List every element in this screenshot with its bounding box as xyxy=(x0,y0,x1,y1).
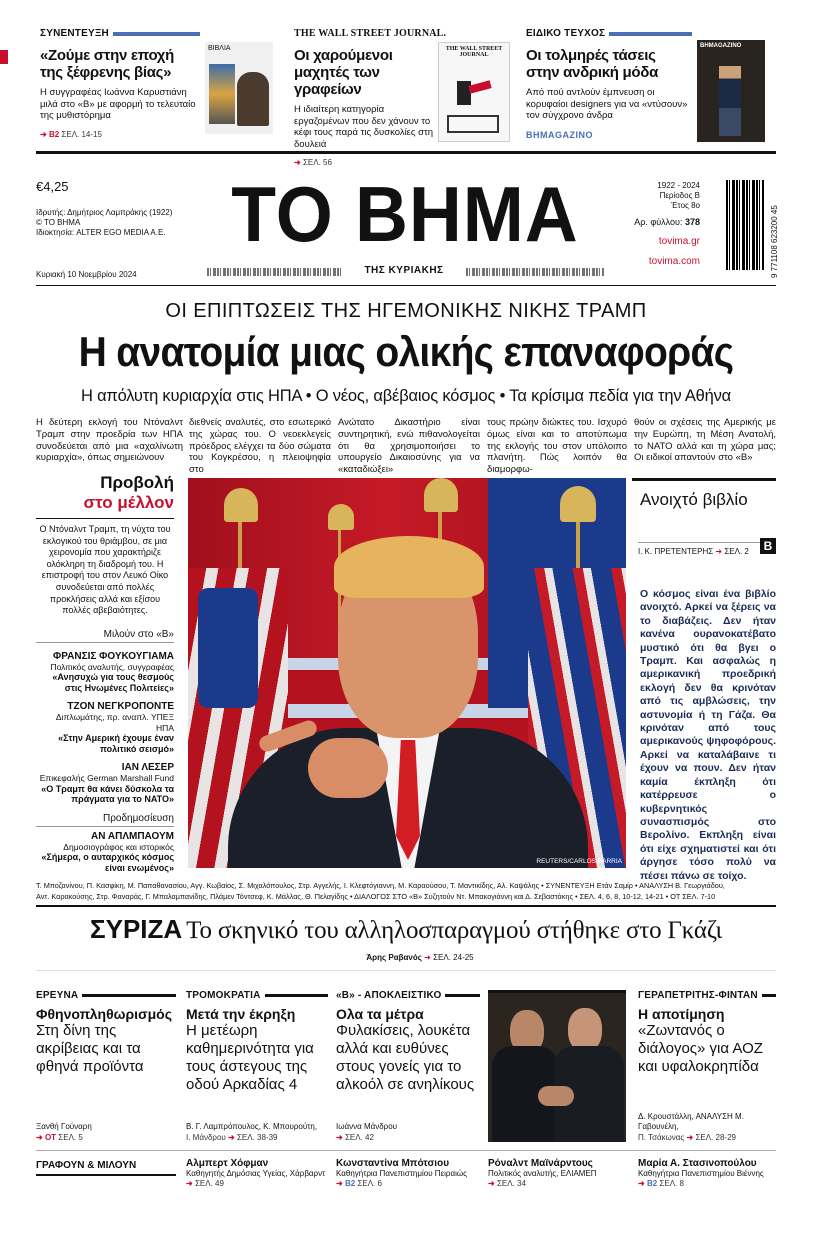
books-thumbnail: ΒΙΒΛΙΑ xyxy=(205,42,273,134)
sidebar-heading: Προβολή xyxy=(100,473,174,492)
divider xyxy=(36,905,776,907)
preview-label: Προδημοσίευση xyxy=(36,813,174,827)
divider xyxy=(632,478,776,481)
site-link[interactable]: tovima.gr xyxy=(658,236,700,247)
photo-credit: REUTERS/CARLOS BARRIA xyxy=(536,858,622,865)
speaker[interactable]: ΤΖΟΝ ΝΕΓΚΡΟΠΟΝΤΕ Διπλωμάτης, πρ. αναπλ. ΥΠΕΞ ΗΠΑ «Στην Αμερική έχουμε έναν πολιτικό σεισμό» xyxy=(55,701,174,754)
lead-kicker: ΟΙ ΕΠΙΠΤΩΣΕΙΣ ΤΗΣ ΗΓΕΜΟΝΙΚΗΣ ΝΙΚΗΣ ΤΡΑΜΠ xyxy=(165,300,647,322)
copyright: © ΤΟ ΒΗΜΑ xyxy=(36,218,81,227)
founder: Ιδρυτής: Δημήτριος Λαμπράκης (1922) xyxy=(36,208,173,217)
lead-column: διεθνείς αναλυτές, στο εσωτερικό της χώρας του. Ο νεοεκλεγείς πρόεδρος ελέγχει τα δύο σώματα του Κογκρέσου, η πλειοψηφία στο xyxy=(189,417,331,476)
speaker[interactable]: ΦΡΑΝΣΙΣ ΦΟΥΚΟΥΓΙΑΜΑ Πολιτικός αναλυτής, συγγραφέας «Ανησυχώ για τους θεσμούς στις Ηνωμένες Πολιτείες» xyxy=(50,650,174,693)
contributor[interactable]: Αλμπερτ Χόφμαν Καθηγητής Δημόσιας Υγείας, Χάρβαρντ ➜ ΣΕΛ. 49 xyxy=(186,1158,326,1188)
book-column-title[interactable]: Ανοιχτό βιβλίο xyxy=(640,490,748,509)
diplomats-photo[interactable] xyxy=(488,990,626,1142)
lead-column: Ανώτατο Δικαστήριο είναι συντηρητική, ενώ πιθανολογείται ότι θα χρησιμοποιήσει το υπουργείο Δικαιοσύνης για να «καταδιώξει» xyxy=(338,417,480,476)
teaser-fashion[interactable] xyxy=(526,28,692,140)
fashion-thumbnail: ΒΗΜΑGAZINO xyxy=(697,40,765,142)
story-card[interactable]: «Β» - ΑΠΟΚΛΕΙΣΤΙΚΟ Ολα τα μέτρα Φυλακίσεις, λουκέτα αλλά και ευθύνες στους γονείς για το αλκοόλ σε ανηλίκους Ιωάννα Μάνδρου ➜ ΣΕΛ. 42 xyxy=(336,990,480,1142)
story-card[interactable]: ΕΡΕΥΝΑ Φθηνοπληθωρισμός Στη δίνη της ακρίβειας και τα φθηνά προϊόντα Ξανθή Γούναρη ➜ ΟΤ ΣΕΛ. 5 xyxy=(36,990,176,1142)
corner-mark xyxy=(0,50,8,64)
teaser-title: Οι χαρούμενοι μαχητές των γραφείων xyxy=(294,47,393,98)
divider xyxy=(36,970,776,971)
sidebar-text: Ο Ντόναλντ Τραμπ, τη νύχτα του εκλογικού του θριάμβου, σε μια χειρονομία που χαρακτήριζε ολόκληρη τη διαδρομή του. Η επιστροφή του στον Λευκό Οίκο συνοδεύεται από πολλές προκλήσεις αλλά και εξίσου πολλές αβεβαιότητες. xyxy=(39,524,171,616)
story-card[interactable]: ΓΕΡΑΠΕΤΡΙΤΗΣ-ΦΙΝΤΑΝ Η αποτίμηση «Ζωντανός ο διάλογος» για ΑΟΖ και υφαλοκρηπίδα Δ. Κρουστάλλη, ΑΝΑΛΥΣΗ Μ. Γαβουνέλη, Π. Τσάκωνας ➜ ΣΕΛ. 28-29 xyxy=(638,990,776,1142)
supplement-badge: B xyxy=(760,538,776,554)
site-link-com[interactable]: tovima.com xyxy=(648,256,700,267)
sidebar-heading-red: στο μέλλον xyxy=(83,493,174,512)
edition-info: 1922 - 2024 Περίοδος Β Έτος 8ο Αρ. φύλλου: 378 tovima.gr tovima.com xyxy=(620,181,700,267)
masthead-info xyxy=(36,180,206,238)
wsj-thumbnail: THE WALL STREET JOURNAL xyxy=(438,42,510,142)
decor-strip xyxy=(466,268,604,276)
contributor[interactable]: Ρόναλντ Μαϊνάρντους Πολιτικός αναλυτής, ΕΛΙΑΜΕΠ ➜ ΣΕΛ. 34 xyxy=(488,1158,597,1188)
bylines: Τ. Μποζανίνου, Π. Κασφίκη, Μ. Παπαθανασίου, Αγγ. Κωβαίος, Σ. Μιχαλόπουλος, Στρ. Αγγελής, Ι. Κλεφτόγιαννη, Μ. Καραούσου, Τ. Μαντικίδης, Αλ. Καψάλης • ΣΥΝΕΝΤΕΥΞΗ Ετάν Σαμίρ • ΑΝΑΛΥΣΗ Β. Γεωργιάδου, Αντ. Καρακούσης, Στρ. Φαναράς, Γ. Μπαλαμπανίδης, Πλάμεν Τόντσεφ, Κ. Μάλλας, Θ. Πελαγίδης • ΔΙΑΛΟΓΟΣ ΣΤΟ «Β» Συζητούν Ντ. Μπακογιάννη και Δ. Σεβαστάκης • ΣΕΛ. 4, 6, 8, 10-12, 14-21 • ΟΤ ΣΕΛ. 7-10 xyxy=(36,881,725,901)
magazine-brand: ΒΗΜΑGAZINO xyxy=(526,129,593,140)
lead-column: Η δεύτερη εκλογή του Ντόναλντ Τραμπ στην προεδρία των ΗΠΑ συνοδεύεται από μια «αχαλίνωτη κυριαρχία», όπως σημειώνουν xyxy=(36,417,183,464)
teaser-wsj[interactable] xyxy=(294,28,447,167)
footer-label: ΓΡΑΦΟΥΝ & ΜΙΛΟΥΝ xyxy=(36,1160,176,1176)
divider xyxy=(36,151,776,154)
speaker[interactable]: ΙΑΝ ΛΕΣΕΡ Επικεφαλής German Marshall Fund «Ο Τραμπ θα κάνει δύσκολα τα πράγματα για το ΝΑΤΟ» xyxy=(39,762,174,805)
lead-deck: Η απόλυτη κυριαρχία στις ΗΠΑ • Ο νέος, αβέβαιος κόσμος • Τα κρίσιμα πεδία για την Αθήνα xyxy=(80,387,731,405)
story-card[interactable]: ΤΡΟΜΟΚΡΑΤΙΑ Μετά την έκρηξη Η μετέωρη καθημερινότητα για τους άστεγους της οδού Αρκαδίας 4 Β. Γ. Λαμπρόπουλος, Κ. Μπουρούτη, Ι. Μάνδρου ➜ ΣΕΛ. 38-39 xyxy=(186,990,328,1142)
teaser-title: Οι τολμηρές τάσεις στην ανδρική μόδα xyxy=(526,47,658,81)
divider xyxy=(36,1150,776,1151)
teaser-text: Η ιδιαίτερη κατηγορία εργαζομένων που δεν χάνουν το κέφι τους παρά τις δυσκολίες στη δουλειά xyxy=(294,104,434,150)
price: €4,25 xyxy=(36,179,69,194)
lead-column: τους πρώην διώκτες του. Ισχυρό όμως είναι και το αποτύπωμα της εκλογής του στον υπόλοιπο πλανήτη. Πώς λοιπόν θα διαμορφω- xyxy=(487,417,627,476)
syriza-byline: Άρης Ραβανός ➜ ΣΕΛ. 24-25 xyxy=(366,953,474,962)
lead-column: θούν οι σχέσεις της Αμερικής με την Ευρώπη, τη Μέση Ανατολή, το ΝΑΤΟ αλλά και τη χώρα μας; Οι ειδικοί απαντούν στο «Β» xyxy=(634,417,776,464)
teaser-tag: THE WALL STREET JOURNAL. xyxy=(294,28,447,39)
teaser-tag: ΕΙΔΙΚΟ ΤΕΥΧΟΣ xyxy=(526,28,692,39)
lead-headline[interactable]: Η ανατομία μιας ολικής επαναφοράς xyxy=(78,328,734,375)
book-text: Ο κόσμος είναι ένα βιβλίο ανοιχτό. Αρκεί να ξέρεις να το διαβάζεις. Δεν ήταν κανένα ουρανοκατέβατο μυστικό ότι θα βγει ο Τραμπ. Και ασφαλώς η αμερικανική προεδρική εκλογή δεν θα κρινόταν από τις αμβλώσεις, την αστυνομία ή τη Γάζα. Θα κρινόταν από τους αμερικανούς ψηφοφόρους. Αρκεί να καταλάβαινε τι έχουν να πουν. Δεν ήταν καμία έκπληξη ότι κατέρρευσε ο κυβερνητικός συνασπισμός στο Βερολίνο. Εκπληξη είναι ότι είχε σχηματιστεί και ότι άργησε τόσο πολύ να πέσει πάνω σε τοίχο. xyxy=(640,588,776,882)
speakers-label: Μιλούν στο «Β» xyxy=(36,629,174,643)
divider xyxy=(36,285,776,286)
newspaper-title: ΤΟ ΒΗΜΑ xyxy=(231,170,579,258)
teaser-tag: ΣΥΝΕΝΤΕΥΞΗ xyxy=(40,28,200,39)
photo-caption-sidebar xyxy=(36,473,174,873)
barcode xyxy=(726,180,764,270)
teaser-ref: ➜ B2 ΣΕΛ. 14-15 xyxy=(40,129,102,139)
newspaper-subtitle: ΤΗΣ ΚΥΡΙΑΚΗΣ xyxy=(364,265,444,276)
teaser-ref: ➜ ΣΕΛ. 56 xyxy=(294,158,332,167)
book-author: Ι. Κ. ΠΡΕΤΕΝΤΕΡΗΣ ➜ ΣΕΛ. 2 xyxy=(638,542,776,556)
barcode-number: 9 771108 623200 45 xyxy=(770,205,779,278)
teaser-text: Η συγγραφέας Ιωάννα Καρυστιάνη μιλά στο «Β» με αφορμή το τελευταίο της μυθιστόρημα xyxy=(40,87,196,121)
contributor[interactable]: Κωνσταντίνα Μπότσιου Καθηγήτρια Πανεπιστημίου Πειραιώς ➜ B2 ΣΕΛ. 6 xyxy=(336,1158,467,1188)
syriza-headline[interactable]: ΣΥΡΙΖΑ Το σκηνικό του αλληλοσπαραγμού στήθηκε στο Γκάζι xyxy=(90,914,722,944)
teaser-text: Από πού αντλούν έμπνευση οι κορυφαίοι designers για να «ντύσουν» τον σύγχρονο άνδρα xyxy=(526,87,688,121)
main-photo[interactable] xyxy=(188,478,626,868)
issue-date: Κυριακή 10 Νοεμβρίου 2024 xyxy=(36,270,137,279)
teaser-interview[interactable] xyxy=(40,28,200,139)
teaser-title: «Ζούμε στην εποχή της ξέφρενης βίας» xyxy=(40,47,174,81)
contributor[interactable]: Μαρία Α. Στασινοπούλου Καθηγήτρια Πανεπιστημίου Βιέννης ➜ B2 ΣΕΛ. 8 xyxy=(638,1158,764,1188)
speaker[interactable]: ΑΝ ΑΠΛΜΠΑΟΥΜ Δημοσιογράφος και ιστορικός «Σήμερα, ο αυταρχικός κόσμος είναι ενωμένος» xyxy=(41,830,174,873)
decor-strip xyxy=(207,268,341,276)
owner: Ιδιοκτησία: ALTER EGO MEDIA A.E. xyxy=(36,228,166,237)
masthead-logo[interactable] xyxy=(205,172,605,256)
